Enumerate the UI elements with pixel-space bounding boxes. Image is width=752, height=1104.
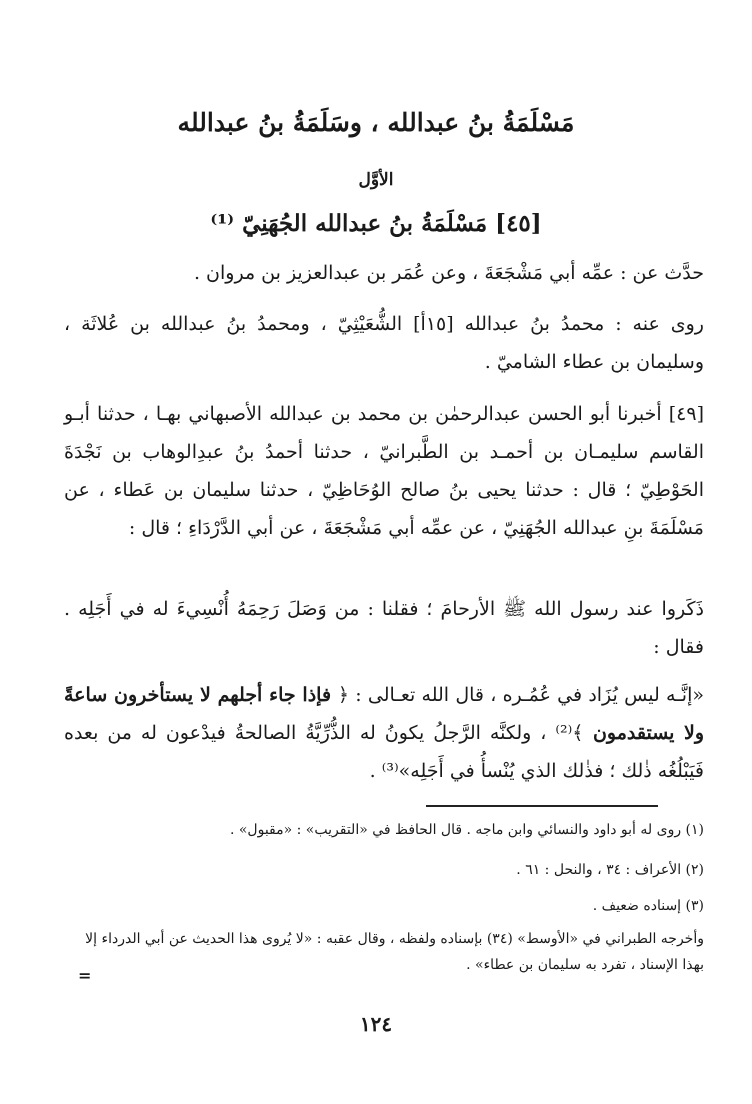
chapter-title: مَسْلَمَةُ بنُ عبدالله ، وسَلَمَةُ بنُ عبدالله	[177, 108, 575, 137]
page-number: ١٢٤	[359, 1012, 393, 1036]
hadith-text-end: ﴾⁽²⁾ ، ولكنَّه الرَّجلُ يكونُ له الذُّرِّيَّةُ الصالحةُ فيدْعون له من بعده فَيَبْلُغُه ذٰلك ؛ فذٰلك الذي يُنْسأُ في أَجَلِه»⁽³⁾ .	[64, 722, 704, 782]
hadith-text-start: «إنَّـه ليس يُزَاد في عُمُـره ، قال الله تعـالى : ﴿	[337, 684, 704, 706]
section-label: الأوَّل	[358, 170, 394, 190]
quran-verse: فإذا جاء أجلهم لا يستأخرون ساعةً ولا يستقدمون	[64, 684, 704, 744]
narrators-paragraph: روى عنه : محمدُ بنُ عبدالله [١٥أ] الشُّعَيْثِيّ ، ومحمدُ بنُ عبدالله بن عُلاثَة ، وسليمان بن عطاء الشاميّ .	[64, 313, 704, 373]
continuation-mark: =	[78, 966, 92, 985]
footnote-2: (٢) الأعراف : ٣٤ ، والنحل : ٦١ .	[516, 862, 704, 878]
entry-heading: [٤٥] مَسْلَمَةُ بنُ عبدالله الجُهَنِيّ ⁽¹⁾	[210, 210, 542, 237]
footnote-separator	[426, 805, 658, 807]
narrated-from-paragraph: حدَّث عن : عمِّه أبي مَشْجَعَةَ ، وعن عُمَر بن عبدالعزيز بن مروان .	[193, 262, 704, 284]
footnote-1: (١) روى له أبو داود والنسائي وابن ماجه . قال الحافظ في «التقريب» : «مقبول» .	[229, 822, 704, 838]
isnad-paragraph: [٤٩] أخبرنا أبو الحسن عبدالرحمٰن بن محمد بن عبدالله الأصبهاني بهـا ، حدثنا أبـو القاسم سليمـان بن أحمـد بن الطَّبرانيّ ، حدثنا أحمدُ بنُ عبدِالوهاب بن نَجْدَةَ الحَوْطِيّ ؛ قال : حدثنا يحيى بنُ صالح الوُحَاظِيّ ، حدثنا سليمان بن عَطاء ، عن مَسْلَمَةَ بنِ عبدالله الجُهَنِيّ ، عن عمِّه أبي مَشْجَعَةَ ، عن أبي الدَّرْدَاءِ ؛ قال :	[64, 403, 704, 539]
hadith-text-paragraph	[64, 676, 704, 790]
footnote-3: (٣) إسناده ضعيف .	[592, 898, 704, 914]
footnote-3-continued: وأخرجه الطبراني في «الأوسط» (٣٤) بإسناده ولفظه ، وقال عقبه : «لا يُروى هذا الحديث عن أبي الدرداء إلا بهذا الإسناد ، تفرد به سليمان بن عطاء» .	[85, 931, 704, 973]
hadith-context-paragraph: ذَكَروا عند رسول الله ﷺ الأرحامَ ؛ فقلنا : من وَصَلَ رَحِمَهُ أُنْسِيءَ له في أَجَلِه . فقال :	[64, 598, 704, 658]
